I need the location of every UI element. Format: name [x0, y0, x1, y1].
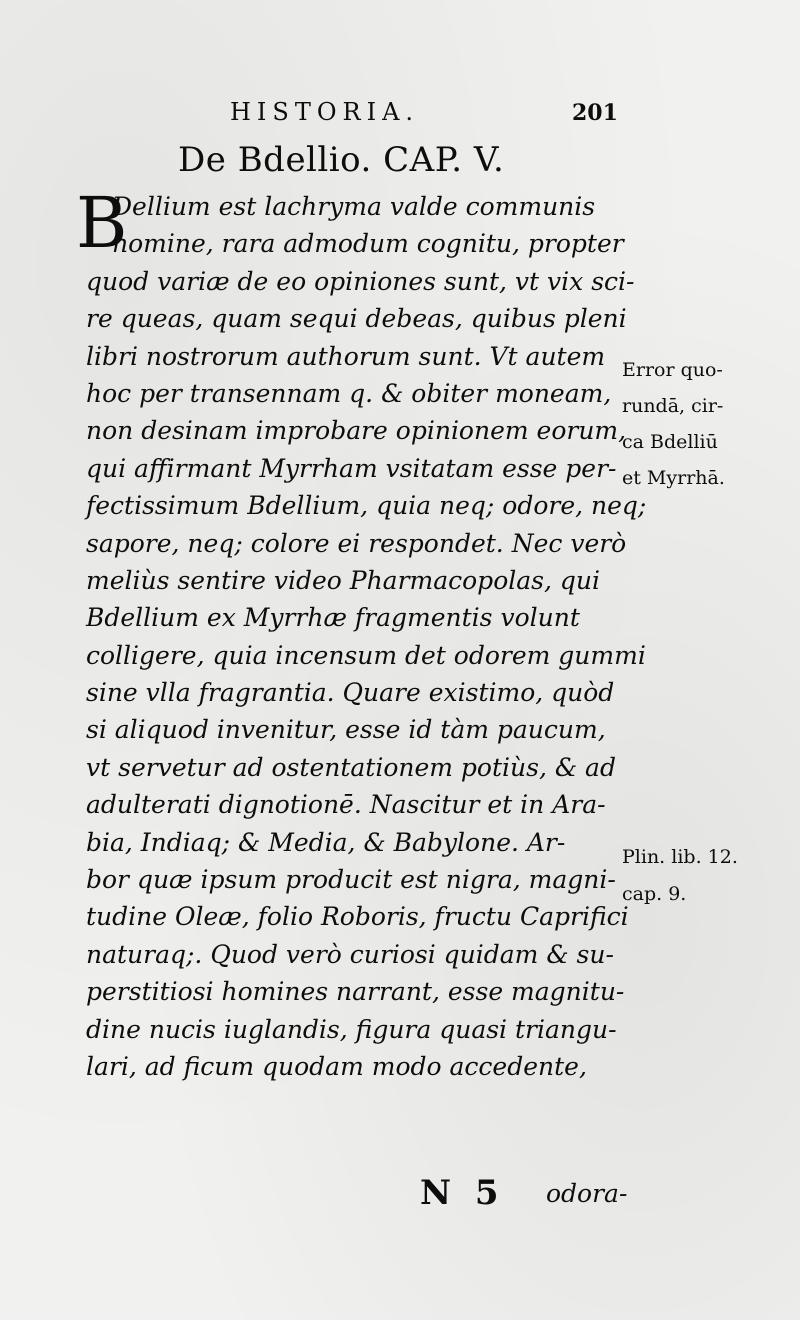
- text-line: sapore, neq; colore ei respondet. Nec verò: [86, 528, 627, 558]
- text-line: meliùs sentire video Pharmacopolas, qui: [86, 565, 600, 595]
- body-text: [76, 182, 647, 1085]
- text-line: hoc per transennam q. & obiter moneam,: [86, 378, 612, 408]
- margin-note-line: ca Bdelliū: [622, 431, 718, 453]
- catchword: odora-: [546, 1179, 628, 1208]
- text-line: adulterati dignotionē. Nascitur et in Ara-: [86, 790, 606, 820]
- text-line: non desinam improbare opinionem eorum,: [86, 416, 627, 446]
- text-line: bia, Indiaq; & Media, & Babylone. Ar-: [86, 827, 566, 857]
- page-number: 201: [572, 100, 618, 126]
- text-line: libri nostrorum authorum sunt. Vt autem: [86, 341, 606, 371]
- margin-note-line: Error quo-: [622, 359, 723, 381]
- text-line: quod variæ de eo opiniones sunt, vt vix sci-: [86, 266, 635, 296]
- text-line: colligere, quia incensum det odorem gummi: [86, 640, 646, 670]
- page-header: [230, 98, 630, 132]
- margin-note-line: et Myrrhā.: [622, 467, 725, 489]
- text-line: dine nucis iuglandis, figura quasi triangu-: [86, 1014, 617, 1044]
- running-title: HISTORIA.: [230, 98, 420, 126]
- text-line: vt servetur ad ostentationem potiùs, & ad: [86, 752, 616, 782]
- text-line: si aliquod invenitur, esse id tàm paucum,: [86, 715, 606, 745]
- text-line: re queas, quam sequi debeas, quibus pleni: [86, 304, 627, 334]
- text-line: tudine Oleæ, folio Roboris, fructu Caprifici: [86, 902, 629, 932]
- text-line: sine vlla fragrantia. Quare existimo, quòd: [86, 678, 615, 708]
- chapter-title: De Bdellio. CAP. V.: [178, 140, 505, 180]
- margin-note-line: cap. 9.: [622, 883, 687, 905]
- text-line: naturaq;. Quod verò curiosi quidam & su-: [86, 939, 614, 969]
- text-line: perstitiosi homines narrant, esse magnitu-: [86, 977, 625, 1007]
- text-line: fectissimum Bdellium, quia neq; odore, neq;: [86, 491, 647, 521]
- page-footer: [0, 1173, 800, 1213]
- text-line: bor quæ ipsum producit est nigra, magni-: [86, 865, 616, 895]
- text-line: nomine, rara admodum cognitu, propter: [112, 229, 624, 259]
- signature-mark: N 5: [420, 1173, 505, 1213]
- margin-note-line: Plin. lib. 12.: [622, 846, 738, 868]
- margin-note-line: rundā, cir-: [622, 395, 724, 417]
- text-line: Bdellium ex Myrrhæ fragmentis volunt: [86, 603, 580, 633]
- drop-cap: B: [76, 182, 128, 264]
- text-line: lari, ad ficum quodam modo accedente,: [86, 1051, 587, 1081]
- text-line: qui affirmant Myrrham vsitatam esse per-: [86, 453, 617, 483]
- text-line: Dellium est lachryma valde communis: [112, 192, 596, 221]
